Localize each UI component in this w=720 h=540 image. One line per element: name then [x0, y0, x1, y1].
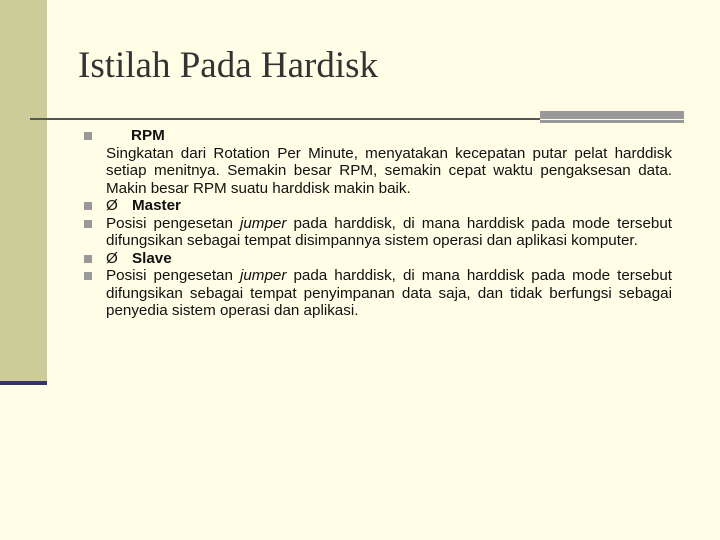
left-bar-underline [0, 381, 47, 385]
bullet-list [84, 127, 672, 320]
emphasis-jumper: jumper [239, 267, 287, 284]
list-item-slave [84, 250, 672, 268]
slide-title: Istilah Pada Hardisk [78, 45, 379, 86]
square-bullet-icon [84, 272, 92, 280]
list-item-slave-description [84, 267, 672, 320]
text-segment: pada harddisk, di mana harddisk pada mode tersebut difungsikan sebagai tempat penyimpanan data saja, dan tidak berfungsi sebagai penyedia sistem operasi dan aplikasi. [106, 267, 672, 319]
square-bullet-icon [84, 255, 92, 263]
title-divider-accent-thick [540, 111, 684, 119]
arrow-marker-icon: Ø [106, 249, 118, 267]
title-divider-accent-thin [540, 120, 684, 123]
list-item-master-description [84, 215, 672, 250]
text-segment: Posisi pengesetan [106, 214, 240, 232]
left-decorative-bar [0, 0, 47, 383]
item-description-rpm: Singkatan dari Rotation Per Minute, menyatakan kecepatan putar pelat harddisk setiap menitnya. Semakin besar RPM, semakin cepat waktu pengaksesan data. Makin besar RPM suatu harddisk makin baik. [106, 144, 672, 197]
square-bullet-icon [84, 220, 92, 228]
square-bullet-icon [84, 132, 92, 140]
item-heading-rpm: RPM [131, 127, 165, 144]
text-segment: Posisi pengesetan [106, 267, 240, 284]
list-item-rpm [84, 127, 672, 197]
list-item-master [84, 197, 672, 215]
arrow-marker-icon: Ø [106, 197, 118, 214]
square-bullet-icon [84, 202, 92, 210]
title-divider [30, 118, 540, 120]
text-segment: pada harddisk, di mana harddisk pada mode tersebut difungsikan sebagai tempat disimpannya sistem operasi dan aplikasi komputer. [106, 214, 672, 249]
item-heading-master: Master [132, 197, 181, 214]
emphasis-jumper: jumper [239, 214, 287, 232]
item-heading-slave: Slave [132, 249, 172, 267]
